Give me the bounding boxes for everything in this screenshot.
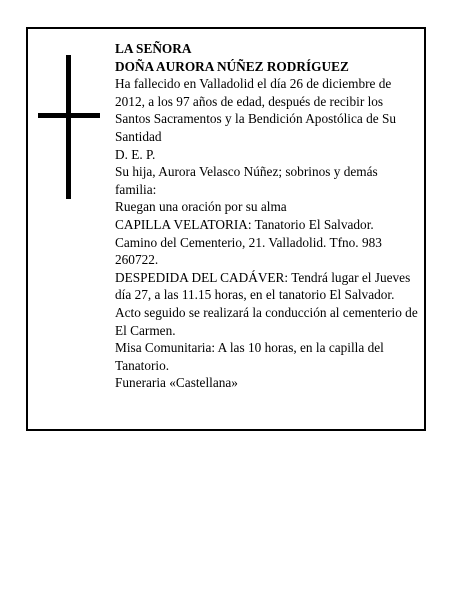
- obituary-notice: [26, 27, 426, 431]
- mass-information: Misa Comunitaria: A las 10 horas, en la capilla del Tanatorio.: [115, 340, 384, 373]
- cross-icon: [38, 55, 100, 199]
- funeral-home: Funeraria «Castellana»: [115, 375, 238, 391]
- cross-horizontal-bar: [38, 113, 100, 118]
- farewell-information: DESPEDIDA DEL CADÁVER: Tendrá lugar el Jueves día 27, a las 11.15 horas, en el tanatorio El Salvador. Acto seguido se realizará la conducción al cementerio de El Carmen.: [115, 269, 418, 338]
- notice-heading-title: LA SEÑORA: [115, 41, 192, 56]
- death-announcement: Ha fallecido en Valladolid el día 26 de diciembre de 2012, a los 97 años de edad, después de recibir los Santos Sacramentos y la Bendición Apostólica de Su Santidad: [115, 76, 397, 144]
- cross-vertical-bar: [66, 55, 71, 199]
- prayer-request: Ruegan una oración por su alma: [115, 199, 287, 215]
- family-members: Su hija, Aurora Velasco Núñez; sobrinos y demás familia:: [115, 164, 378, 197]
- notice-text: [115, 40, 418, 392]
- chapel-information: CAPILLA VELATORIA: Tanatorio El Salvador. Camino del Cementerio, 21. Valladolid. Tfno. 983 260722.: [115, 216, 382, 268]
- deceased-name: DOÑA AURORA NÚÑEZ RODRÍGUEZ: [115, 58, 349, 74]
- rest-in-peace: D. E. P.: [115, 146, 156, 162]
